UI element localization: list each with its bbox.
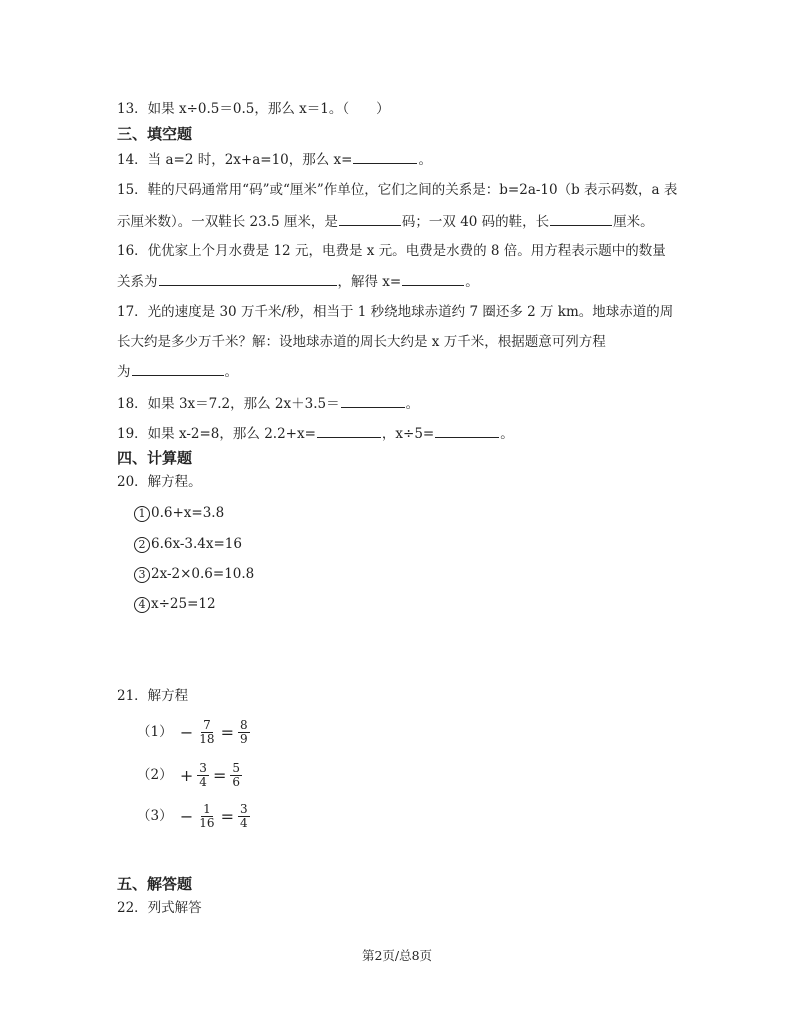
answer-blank[interactable] <box>132 361 224 376</box>
section-heading-answers: 五、解答题 <box>117 875 193 893</box>
answer-blank[interactable] <box>353 149 417 164</box>
circled-number: 1 <box>134 506 150 522</box>
answer-blank[interactable] <box>402 271 464 286</box>
question-15-line-1: 15．鞋的尺码通常用“码”或“厘米”作单位，它们之间的关系是：b=2a-10（b 表示码数，a 表 <box>117 182 678 198</box>
question-20-title: 20．解方程。 <box>117 474 202 490</box>
equation-item: 3 2x-2×0.6=10.8 <box>134 564 254 584</box>
fraction: $\frac{3}{4}$ <box>199 761 207 789</box>
question-21-title: 21．解方程 <box>117 688 189 704</box>
fraction: $\frac{3}{4}$ <box>239 802 248 830</box>
answer-blank[interactable] <box>550 211 612 226</box>
section-heading-calculation: 四、计算题 <box>117 449 193 467</box>
question-17-line-3: 为 。 <box>117 361 238 382</box>
fraction: $\frac{5}{6}$ <box>232 761 240 789</box>
question-13: 13．如果 x÷0.5＝0.5，那么 x＝1。（ ） <box>117 101 390 117</box>
question-18: 18．如果 3x＝7.2，那么 2x＋3.5＝ 。 <box>117 393 419 414</box>
question-16-line-2: 关系为 ，解得 x= 。 <box>117 271 479 292</box>
equation-item: 4 x÷25=12 <box>134 594 216 614</box>
circled-number: 2 <box>134 537 150 553</box>
answer-blank[interactable] <box>341 393 405 408</box>
section-heading-fill-in: 三、填空题 <box>117 125 193 143</box>
question-22: 22．列式解答 <box>117 900 202 916</box>
equation-item: 2 6.6x-3.4x=16 <box>134 534 242 554</box>
answer-blank[interactable] <box>435 423 499 438</box>
question-14: 14．当 a=2 时，2x+a=10，那么 x= 。 <box>117 149 432 170</box>
circled-number: 4 <box>134 597 150 613</box>
fraction: $\frac{1}{16}$ <box>199 802 215 830</box>
question-16-line-1: 16．优优家上个月水费是 12 元，电费是 x 元。电费是水费的 8 倍。用方程表示题中的数量 <box>117 243 666 259</box>
fraction: $\frac{8}{9}$ <box>239 718 248 746</box>
question-19: 19．如果 x-2=8，那么 2.2+x= ，x÷5= 。 <box>117 423 514 444</box>
page-footer: 第2页/总8页 <box>361 948 433 963</box>
fraction-equation-item: （1） − $\frac{7}{18}$ = $\frac{8}{9}$ <box>137 718 248 746</box>
question-15-line-2: 示厘米数）。一双鞋长 23.5 厘米，是 码；一双 40 码的鞋，长 厘米。 <box>117 211 654 232</box>
equation-item: 1 0.6+x=3.8 <box>134 503 224 523</box>
fraction-equation-item: （2） + $\frac{3}{4}$ = $\frac{5}{6}$ <box>137 761 240 789</box>
fraction: $\frac{7}{18}$ <box>199 718 215 746</box>
fraction-equation-item: （3） − $\frac{1}{16}$ = $\frac{3}{4}$ <box>137 802 248 830</box>
answer-blank[interactable] <box>339 211 401 226</box>
question-17-line-1: 17．光的速度是 30 万千米/秒，相当于 1 秒绕地球赤道约 7 圈还多 2 万 km。地球赤道的周 <box>117 304 674 320</box>
question-17-line-2: 长大约是多少万千米？解：设地球赤道的周长大约是 x 万千米，根据题意可列方程 <box>117 334 606 350</box>
answer-blank[interactable] <box>317 423 381 438</box>
circled-number: 3 <box>134 567 150 583</box>
answer-blank[interactable] <box>159 271 337 286</box>
